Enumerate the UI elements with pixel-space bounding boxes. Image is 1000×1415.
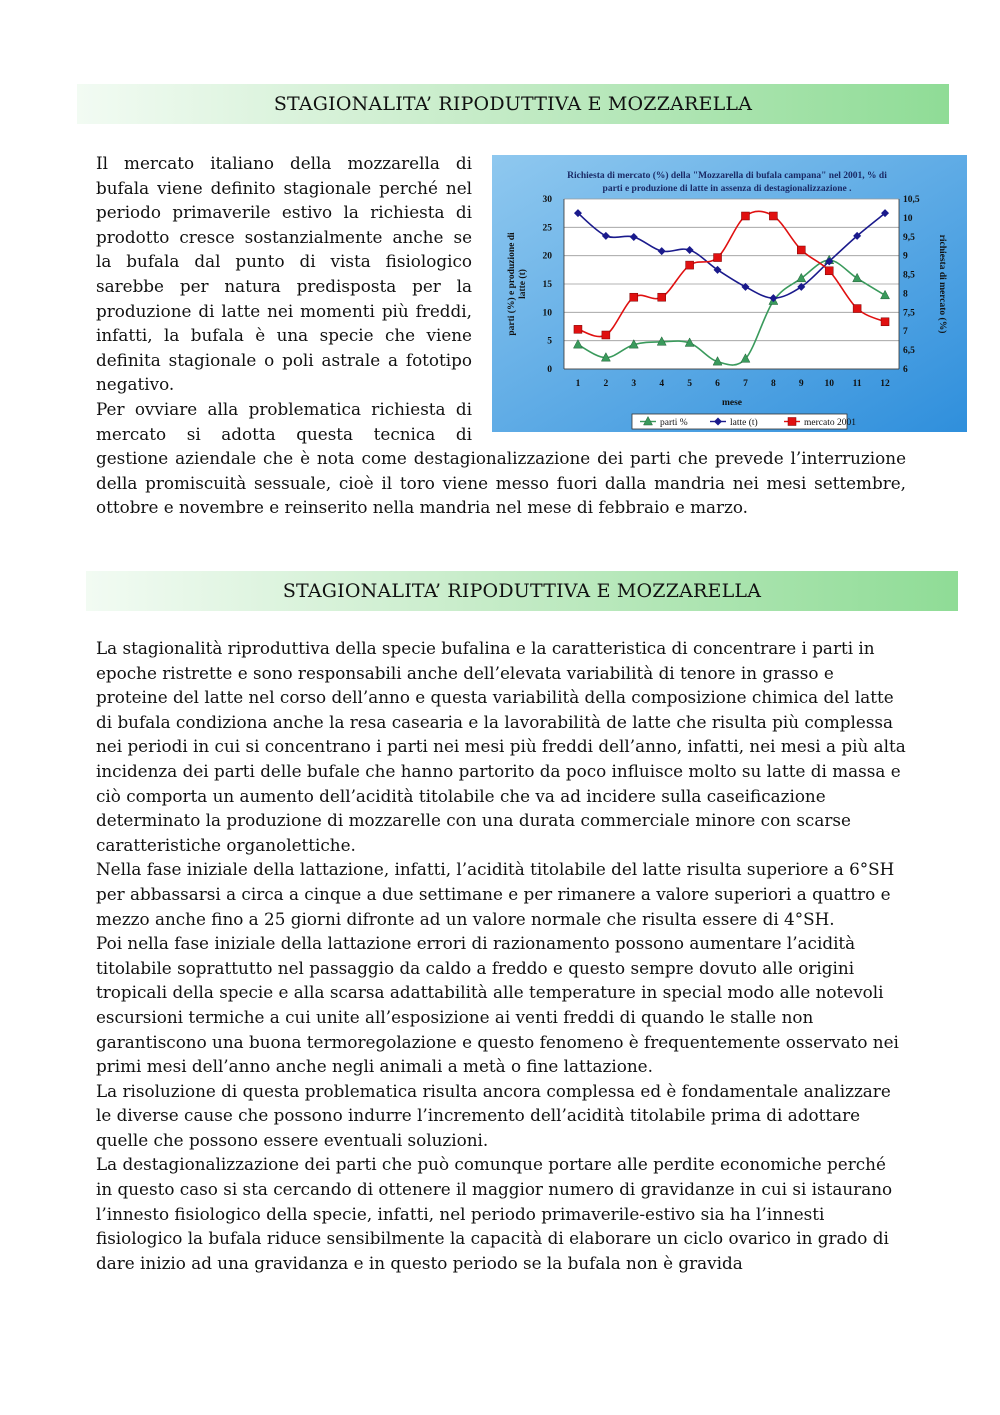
y-axis-right-label <box>937 235 948 334</box>
y-right-tick-label: 10 <box>903 213 913 224</box>
data-point-mercato-2001 <box>658 293 666 301</box>
chart-svg <box>492 155 967 432</box>
x-axis-label: mese <box>721 398 743 408</box>
data-point-mercato-2001 <box>825 267 833 275</box>
x-tick-label: 4 <box>659 379 665 389</box>
main-paragraph-1: La stagionalità riproduttiva della specie bufalina e la caratteristica di concentrare i parti in epoche ristrette e sono responsabili anche dell’elevata variabilità di tenore in grasso e proteine del latte nel corso dell’anno e questa variabilità della composizione chimica del latte di bufala condiziona anche la resa casearia e la lavorabilità de latte che risulta più complessa nei periodi in cui si concentrano i parti nei mesi più freddi dell’anno, infatti, nei mesi a più alta incidenza dei parti delle bufale che hanno partorito da poco influisce molto su latte di massa e ciò comporta un aumento dell’acidità titolabile che va ad incidere sulla caseificazione determinato la produzione di mozzarelle con una durata commerciale minore con scarse caratteristiche organolettiche. <box>96 638 906 855</box>
legend-marker-mercato-2001 <box>788 418 796 426</box>
x-tick-label: 1 <box>575 379 581 389</box>
y-right-tick-label: 9 <box>903 251 908 262</box>
data-point-mercato-2001 <box>769 212 777 220</box>
y-axis-left-label-line-1: parti (%) e produzione di <box>507 232 517 336</box>
data-point-mercato-2001 <box>602 331 610 339</box>
y-right-tick-label: 6,5 <box>903 346 915 357</box>
intro-paragraph-2: Per ovviare alla problematica richiesta di mercato si adotta questa tecnica di gestione aziendale che è nota come destagionalizzazione dei parti che prevede l’interruzione della promiscuità sessuale, cioè il toro viene messo fuori dalla mandria nei mesi settembre, ottobre e novembre e reinserito nella mandria nel mese di febbraio e marzo. <box>96 398 906 518</box>
y-axis-right-label-text: richiesta di mercato (%) <box>937 234 947 334</box>
x-tick-label: 6 <box>715 379 720 389</box>
y-right-tick-label: 8 <box>903 289 908 300</box>
data-point-mercato-2001 <box>881 318 889 326</box>
section-title-1: STAGIONALITA’ RIPODUTTIVA E MOZZARELLA <box>273 93 753 115</box>
y-right-tick-label: 10,5 <box>903 195 920 205</box>
chart-title-line-1: Richiesta di mercato (%) della "Mozzarella di bufala campana" nel 2001, % di <box>567 171 887 181</box>
legend-label-latte-t: latte (t) <box>730 418 758 428</box>
market-chart <box>492 155 967 432</box>
x-tick-label: 10 <box>824 379 834 389</box>
x-tick-label: 11 <box>852 379 862 389</box>
x-tick-label: 2 <box>603 379 609 389</box>
y-right-tick-label: 7,5 <box>903 308 915 319</box>
y-left-tick-label: 30 <box>542 195 552 205</box>
legend-label-mercato-2001: mercato 2001 <box>804 418 856 428</box>
main-paragraph-4: La risoluzione di questa problematica risulta ancora complessa ed è fondamentale analizzare le diverse cause che possono indurre l’incremento dell’acidità titolabile prima di adottare quelle che possono essere eventuali soluzioni. <box>96 1080 891 1150</box>
y-right-tick-label: 9,5 <box>903 232 915 243</box>
data-point-mercato-2001 <box>574 325 582 333</box>
x-tick-label: 9 <box>798 379 804 389</box>
y-right-tick-label: 8,5 <box>903 270 915 281</box>
x-tick-label: 3 <box>631 379 637 389</box>
y-right-tick-label: 7 <box>903 327 908 338</box>
x-tick-label: 8 <box>771 379 776 389</box>
y-left-tick-label: 10 <box>542 308 552 319</box>
data-point-mercato-2001 <box>797 246 805 254</box>
y-right-tick-label: 6 <box>903 365 908 375</box>
y-left-tick-label: 5 <box>547 336 552 347</box>
x-tick-label: 12 <box>880 379 890 389</box>
chart-title-line-2: parti e produzione di latte in assenza di destagionalizzazione . <box>602 184 852 194</box>
y-axis-left-label-line-2: latte (t) <box>518 269 528 299</box>
section-title-2: STAGIONALITA’ RIPODUTTIVA E MOZZARELLA <box>282 580 762 602</box>
data-point-mercato-2001 <box>714 254 722 262</box>
x-tick-label: 7 <box>743 379 748 389</box>
data-point-mercato-2001 <box>630 293 638 301</box>
y-left-tick-label: 20 <box>542 251 552 262</box>
y-left-tick-label: 25 <box>542 223 552 234</box>
main-text-block <box>96 636 906 1275</box>
intro-paragraph-1: Il mercato italiano della mozzarella di bufala viene definito stagionale perché nel periodo primaverile estivo la richiesta di prodotto cresce sostanzialmente anche se la bufala dal punto di vista fisiologico sarebbe per natura predisposta per la produzione di latte nei momenti più freddi, infatti, la bufala è una specie che viene definita stagionale o poli astrale a fototipo negativo. <box>96 153 472 395</box>
y-left-tick-label: 0 <box>547 365 552 375</box>
x-tick-label: 5 <box>687 379 692 389</box>
data-point-mercato-2001 <box>686 261 694 269</box>
section-banner-2 <box>86 571 958 611</box>
legend-label-parti: parti % <box>660 418 688 428</box>
y-left-tick-label: 15 <box>542 280 552 290</box>
main-paragraph-3: Poi nella fase iniziale della lattazione errori di razionamento possono aumentare l’acidità titolabile soprattutto nel passaggio da caldo a freddo e questo sempre dovuto alle origini tropicali della specie e alla scarsa adattabilità alle temperature in special modo alle notevoli escursioni termiche a cui unite all’esposizione ai venti freddi di quando le stalle non garantiscono una buona termoregolazione e questo fenomeno è frequentemente osservato nei primi mesi dell’anno anche negli animali a metà o fine lattazione. <box>96 933 899 1077</box>
data-point-mercato-2001 <box>853 305 861 313</box>
main-paragraph-2: Nella fase iniziale della lattazione, infatti, l’acidità titolabile del latte risulta superiore a 6°SH per abbassarsi a circa a cinque a due settimane e per rimanere a valore superiori a quattro e mezzo anche fino a 25 giorni difronte ad un valore normale che risulta essere di 4°SH. <box>96 859 895 929</box>
data-point-mercato-2001 <box>741 212 749 220</box>
chart-legend <box>632 414 856 429</box>
main-paragraph-5: La destagionalizzazione dei parti che può comunque portare alle perdite economiche perché in questo caso si sta cercando di ottenere il maggior numero di gravidanze in cui si istaurano l’innesto fisiologico della specie, infatti, nel periodo primaverile-estivo sia ha l’innesti fisiologico la bufala riduce sensibilmente la capacità di elaborare un ciclo ovarico in grado di dare inizio ad una gravidanza e in questo periodo se la bufala non è gravida <box>96 1154 893 1273</box>
section-banner-1 <box>77 84 949 124</box>
